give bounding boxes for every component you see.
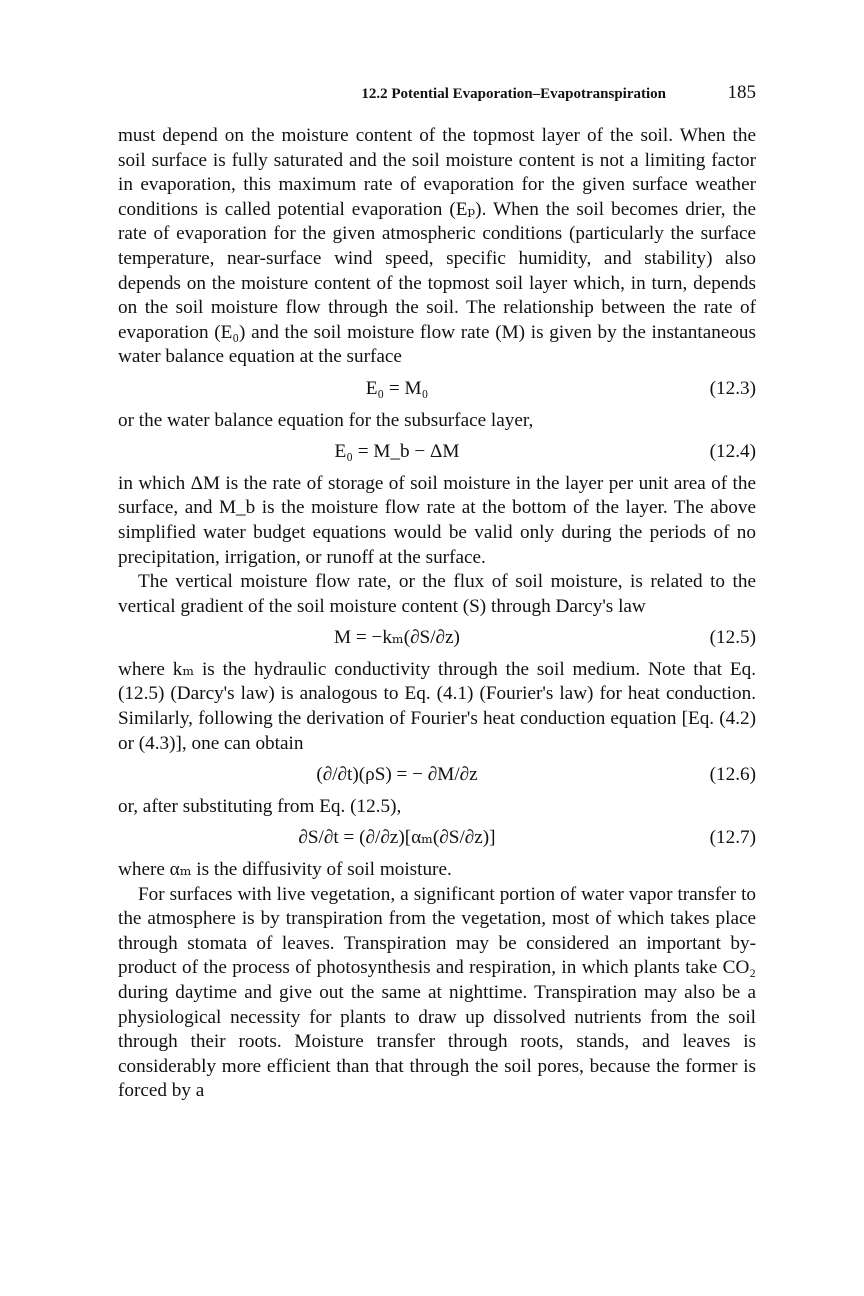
paragraph-2: or the water balance equation for the subsurface layer, [118, 409, 534, 431]
equation-number: (12.6) [709, 764, 756, 786]
page-number: 185 [727, 82, 756, 103]
running-head: 12.2 Potential Evaporation–Evapotranspiration [361, 86, 666, 102]
page-body [118, 124, 756, 1104]
equation-text: (∂/∂t)(ρS) = − ∂M/∂z [316, 764, 478, 786]
paragraph-6: or, after substituting from Eq. (12.5), [118, 795, 402, 817]
equation-text: ∂S/∂t = (∂/∂z)[αₘ(∂S/∂z)] [298, 827, 496, 849]
equation-number: (12.3) [709, 377, 756, 399]
equation-12-5 [118, 626, 756, 651]
equation-text: E₀ = M_b − ΔM [334, 441, 460, 463]
equation-number: (12.5) [709, 627, 756, 649]
paragraph-3: in which ΔM is the rate of storage of soil moisture in the layer per unit area of the surface, and M_b is the moisture flow rate at the bottom of the layer. The above simplified water budget equations would be valid only during the periods of no precipitation, irrigation, or runoff at the surface. [118, 472, 756, 568]
equation-text: E₀ = M₀ [365, 377, 429, 399]
paragraph-1: must depend on the moisture content of the topmost layer of the soil. When the soil surface is fully saturated and the soil moisture content is not a limiting factor in evaporation, this maximum rate of evaporation for the given surface weather conditions is called potential evaporation (Eₚ). When the soil becomes drier, the rate of evaporation for the given atmospheric conditions (particularly the surface temperature, near-surface wind speed, specific humidity, and stability) also depends on the moisture content of the topmost soil layer which, in turn, depends on the soil moisture flow through the soil. The relationship between the rate of evaporation (E₀) and the soil moisture flow rate (M) is given by the instantaneous water balance equation at the surface [118, 125, 756, 368]
equation-12-4 [118, 440, 756, 465]
equation-12-3 [118, 377, 756, 402]
equation-12-7 [118, 826, 756, 851]
equation-number: (12.7) [709, 827, 756, 849]
paragraph-7: where αₘ is the diffusivity of soil moisture. [118, 859, 452, 881]
paragraph-5: where kₘ is the hydraulic conductivity through the soil medium. Note that Eq. (12.5) (Darcy's law) is analogous to Eq. (4.1) (Fourier's law) for heat conduction. Similarly, following the derivation of Fourier's heat conduction equation [Eq. (4.2) or (4.3)], one can obtain [118, 658, 756, 754]
equation-text: M = −kₘ(∂S/∂z) [334, 627, 460, 649]
paragraph-4: The vertical moisture flow rate, or the flux of soil moisture, is related to the vertical gradient of the soil moisture content (S) through Darcy's law [118, 571, 756, 617]
paragraph-8: For surfaces with live vegetation, a significant portion of water vapor transfer to the atmosphere is by transpiration from the vegetation, most of which takes place through stomata of leaves. Transpiration may be considered an important by-product of the process of photosynthesis and respiration, in which plants take CO₂ during daytime and give out the same at nighttime. Transpiration may also be a physiological necessity for plants to draw up dissolved nutrients from the soil through their roots. Moisture transfer through roots, stands, and leaves is considerably more efficient than that through the soil pores, because the former is forced by a [118, 883, 756, 1102]
equation-number: (12.4) [709, 441, 756, 463]
equation-12-6 [118, 763, 756, 788]
page-header [118, 80, 756, 110]
